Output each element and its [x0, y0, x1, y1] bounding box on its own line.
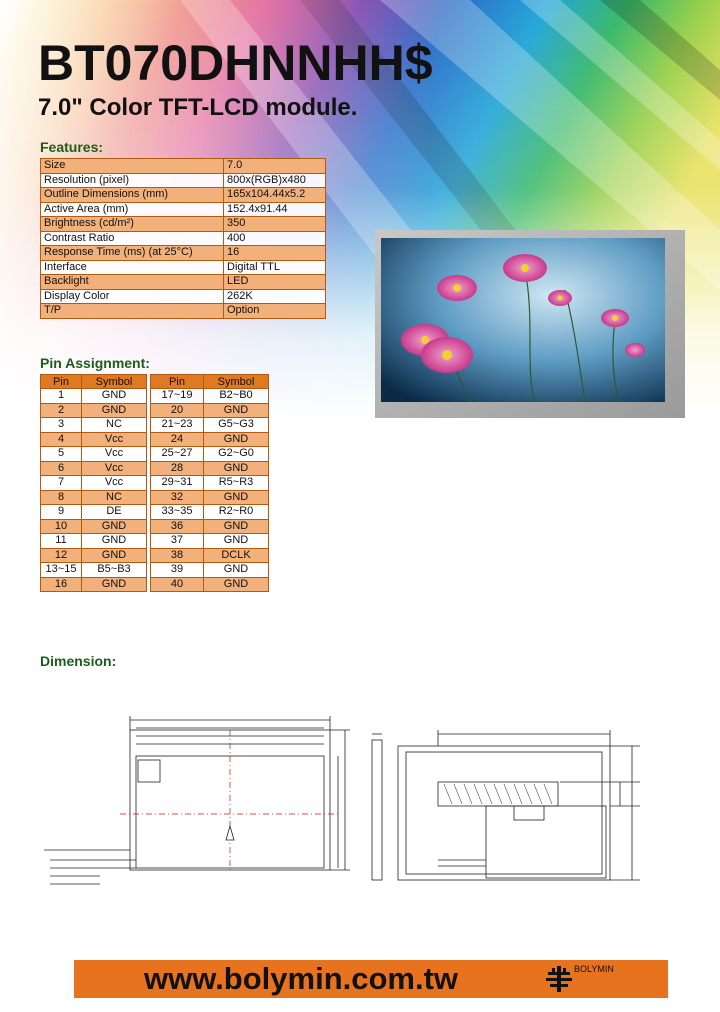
feature-row: [41, 202, 326, 217]
pin-row: [151, 548, 269, 563]
feature-row: [41, 246, 326, 261]
feature-label: Backlight: [41, 275, 224, 290]
pin-symbol: GND: [204, 461, 269, 476]
pin-row: [151, 563, 269, 578]
feature-row: [41, 304, 326, 319]
pin-number: 7: [41, 476, 82, 491]
pin-number: 6: [41, 461, 82, 476]
pin-number: 5: [41, 447, 82, 462]
symbol-col-header: Symbol: [204, 375, 269, 389]
feature-row: [41, 275, 326, 290]
pin-number: 21~23: [151, 418, 204, 433]
pin-symbol: G5~G3: [204, 418, 269, 433]
dimension-heading: Dimension:: [40, 653, 117, 669]
feature-label: Resolution (pixel): [41, 173, 224, 188]
feature-label: Display Color: [41, 289, 224, 304]
pin-symbol: GND: [82, 534, 147, 549]
pin-symbol: GND: [82, 389, 147, 404]
pin-col-header: Pin: [41, 375, 82, 389]
pin-row: [41, 389, 147, 404]
feature-row: [41, 231, 326, 246]
pin-number: 8: [41, 490, 82, 505]
pin-symbol: GND: [204, 577, 269, 592]
feature-value: Digital TTL: [224, 260, 326, 275]
feature-value: 152.4x91.44: [224, 202, 326, 217]
pin-symbol: GND: [204, 432, 269, 447]
pin-number: 16: [41, 577, 82, 592]
pin-symbol: Vcc: [82, 476, 147, 491]
website-url[interactable]: www.bolymin.com.tw: [144, 961, 459, 996]
pin-row: [151, 519, 269, 534]
feature-row: [41, 188, 326, 203]
pin-number: 12: [41, 548, 82, 563]
feature-label: Outline Dimensions (mm): [41, 188, 224, 203]
pin-number: 36: [151, 519, 204, 534]
pin-table-right: [150, 374, 269, 592]
pin-row: [41, 490, 147, 505]
pin-symbol: GND: [204, 519, 269, 534]
pin-row: [41, 418, 147, 433]
feature-row: [41, 289, 326, 304]
pin-row: [41, 476, 147, 491]
pin-number: 20: [151, 403, 204, 418]
pin-row: [151, 403, 269, 418]
pin-number: 29~31: [151, 476, 204, 491]
pin-number: 4: [41, 432, 82, 447]
feature-value: 350: [224, 217, 326, 232]
pin-number: 37: [151, 534, 204, 549]
pin-number: 2: [41, 403, 82, 418]
pin-row: [41, 577, 147, 592]
pin-number: 38: [151, 548, 204, 563]
features-table: [40, 158, 326, 319]
pin-col-header: Pin: [151, 375, 204, 389]
pin-number: 13~15: [41, 563, 82, 578]
pin-number: 24: [151, 432, 204, 447]
pin-row: [41, 505, 147, 520]
feature-value: 262K: [224, 289, 326, 304]
pin-number: 39: [151, 563, 204, 578]
pin-row: [151, 432, 269, 447]
pin-symbol: R2~R0: [204, 505, 269, 520]
feature-row: [41, 217, 326, 232]
feature-label: Interface: [41, 260, 224, 275]
pin-symbol: GND: [204, 563, 269, 578]
pin-row: [151, 418, 269, 433]
feature-value: 400: [224, 231, 326, 246]
pin-row: [41, 447, 147, 462]
product-photo: [375, 230, 685, 418]
pin-row: [41, 461, 147, 476]
pin-row: [41, 403, 147, 418]
pin-symbol: GND: [82, 548, 147, 563]
features-heading: Features:: [40, 139, 104, 155]
pin-symbol: DCLK: [204, 548, 269, 563]
pin-symbol: NC: [82, 418, 147, 433]
bolymin-logo-icon: [544, 964, 574, 994]
pin-symbol: GND: [204, 403, 269, 418]
pin-row: [151, 389, 269, 404]
feature-value: 7.0: [224, 159, 326, 174]
feature-value: 16: [224, 246, 326, 261]
feature-label: T/P: [41, 304, 224, 319]
feature-label: Size: [41, 159, 224, 174]
pin-symbol: GND: [82, 403, 147, 418]
feature-label: Active Area (mm): [41, 202, 224, 217]
feature-row: [41, 260, 326, 275]
pin-number: 28: [151, 461, 204, 476]
pin-number: 33~35: [151, 505, 204, 520]
pin-number: 17~19: [151, 389, 204, 404]
feature-value: 800x(RGB)x480: [224, 173, 326, 188]
pin-symbol: GND: [82, 519, 147, 534]
pin-row: [151, 490, 269, 505]
pin-row: [151, 461, 269, 476]
feature-label: Contrast Ratio: [41, 231, 224, 246]
feature-value: 165x104.44x5.2: [224, 188, 326, 203]
feature-label: Response Time (ms) (at 25°C): [41, 246, 224, 261]
pin-symbol: GND: [204, 534, 269, 549]
pin-symbol: Vcc: [82, 461, 147, 476]
feature-value: Option: [224, 304, 326, 319]
pin-row: [41, 563, 147, 578]
pin-symbol: B5~B3: [82, 563, 147, 578]
pin-row: [151, 505, 269, 520]
feature-label: Brightness (cd/m²): [41, 217, 224, 232]
feature-value: LED: [224, 275, 326, 290]
pin-row: [151, 534, 269, 549]
pin-row: [151, 476, 269, 491]
pin-number: 9: [41, 505, 82, 520]
product-subtitle: 7.0" Color TFT-LCD module.: [38, 94, 358, 121]
feature-row: [41, 159, 326, 174]
pin-symbol: DE: [82, 505, 147, 520]
pin-table-left: [40, 374, 147, 592]
symbol-col-header: Symbol: [82, 375, 147, 389]
pin-symbol: B2~B0: [204, 389, 269, 404]
pin-symbol: Vcc: [82, 447, 147, 462]
pin-number: 10: [41, 519, 82, 534]
pin-symbol: NC: [82, 490, 147, 505]
footer-banner: [74, 960, 668, 998]
pin-number: 1: [41, 389, 82, 404]
pin-row: [41, 519, 147, 534]
pin-row: [41, 534, 147, 549]
pin-number: 3: [41, 418, 82, 433]
pin-row: [41, 548, 147, 563]
pin-row: [151, 447, 269, 462]
pin-symbol: GND: [204, 490, 269, 505]
pin-symbol: R5~R3: [204, 476, 269, 491]
pin-number: 40: [151, 577, 204, 592]
model-title: BT070DHNNHH$: [38, 35, 433, 91]
pin-number: 11: [41, 534, 82, 549]
pin-assignment-heading: Pin Assignment:: [40, 355, 150, 371]
feature-row: [41, 173, 326, 188]
dimension-drawing: [40, 690, 700, 910]
pin-number: 32: [151, 490, 204, 505]
pin-symbol: Vcc: [82, 432, 147, 447]
pin-symbol: GND: [82, 577, 147, 592]
brand-name: BOLYMIN: [574, 964, 614, 974]
pin-number: 25~27: [151, 447, 204, 462]
pin-row: [151, 577, 269, 592]
pin-symbol: G2~G0: [204, 447, 269, 462]
pin-row: [41, 432, 147, 447]
